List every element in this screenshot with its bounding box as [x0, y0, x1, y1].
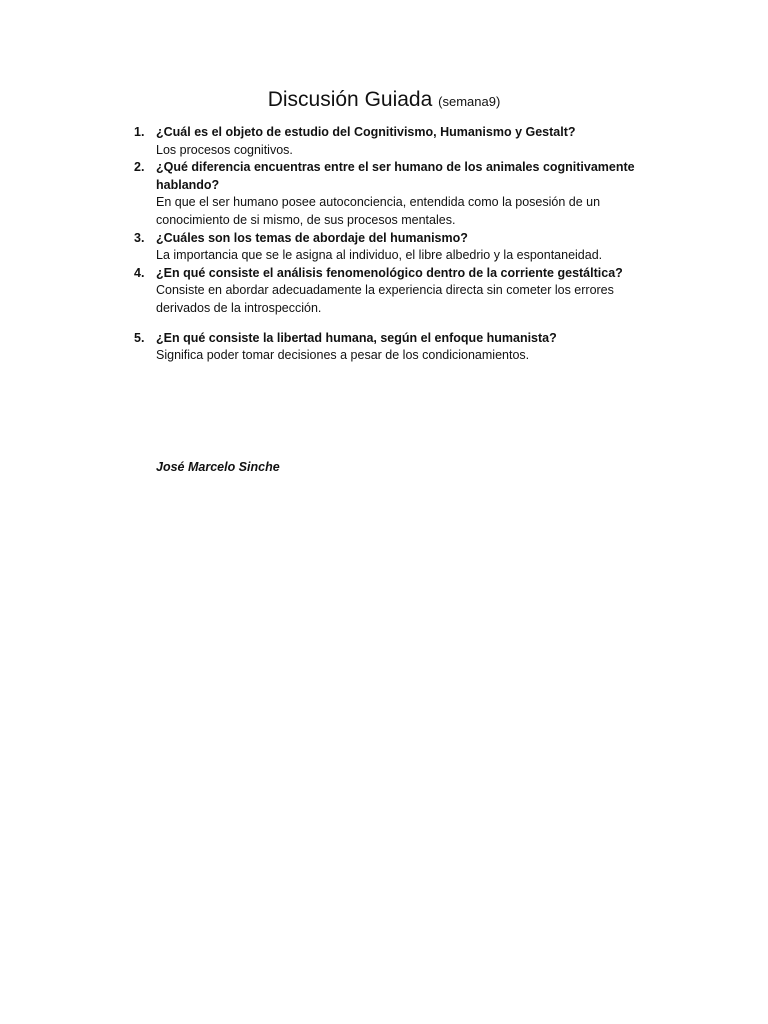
question-list [130, 124, 650, 365]
answer-text: Los procesos cognitivos. [156, 142, 293, 157]
answer-text: Consiste en abordar adecuadamente la experiencia directa sin cometer los errores derivados de la introspección. [156, 283, 614, 315]
question-item-3 [130, 230, 650, 265]
question-text: ¿En qué consiste el análisis fenomenológico dentro de la corriente gestáltica? [156, 265, 623, 280]
page-title [0, 86, 768, 116]
question-item-5 [130, 330, 650, 365]
question-text: ¿En qué consiste la libertad humana, según el enfoque humanista? [156, 330, 557, 345]
question-text: ¿Cuáles son los temas de abordaje del humanismo? [156, 230, 468, 245]
title-main: Discusión Guiada [267, 88, 433, 111]
title-subtitle: (semana9) [438, 94, 501, 109]
question-text: ¿Qué diferencia encuentras entre el ser humano de los animales cognitivamente hablando? [156, 160, 635, 192]
answer-text: Significa poder tomar decisiones a pesar de los condicionamientos. [156, 348, 530, 363]
answer-text: La importancia que se le asigna al individuo, el libre albedrio y la espontaneidad. [156, 248, 603, 263]
question-number: 1. [134, 125, 145, 139]
question-item-2 [130, 159, 650, 229]
question-number: 2. [134, 160, 145, 175]
question-number: 4. [134, 265, 145, 280]
answer-text: En que el ser humano posee autoconciencia, entendida como la posesión de un conocimiento de si mismo, de sus procesos mentales. [156, 195, 601, 227]
question-text: ¿Cuál es el objeto de estudio del Cognitivismo, Humanismo y Gestalt? [156, 125, 576, 139]
question-item-4 [130, 265, 650, 318]
question-item-1 [130, 124, 650, 159]
question-number: 3. [134, 230, 145, 245]
author-signature: José Marcelo Sinche [156, 460, 280, 474]
question-number: 5. [134, 330, 145, 345]
